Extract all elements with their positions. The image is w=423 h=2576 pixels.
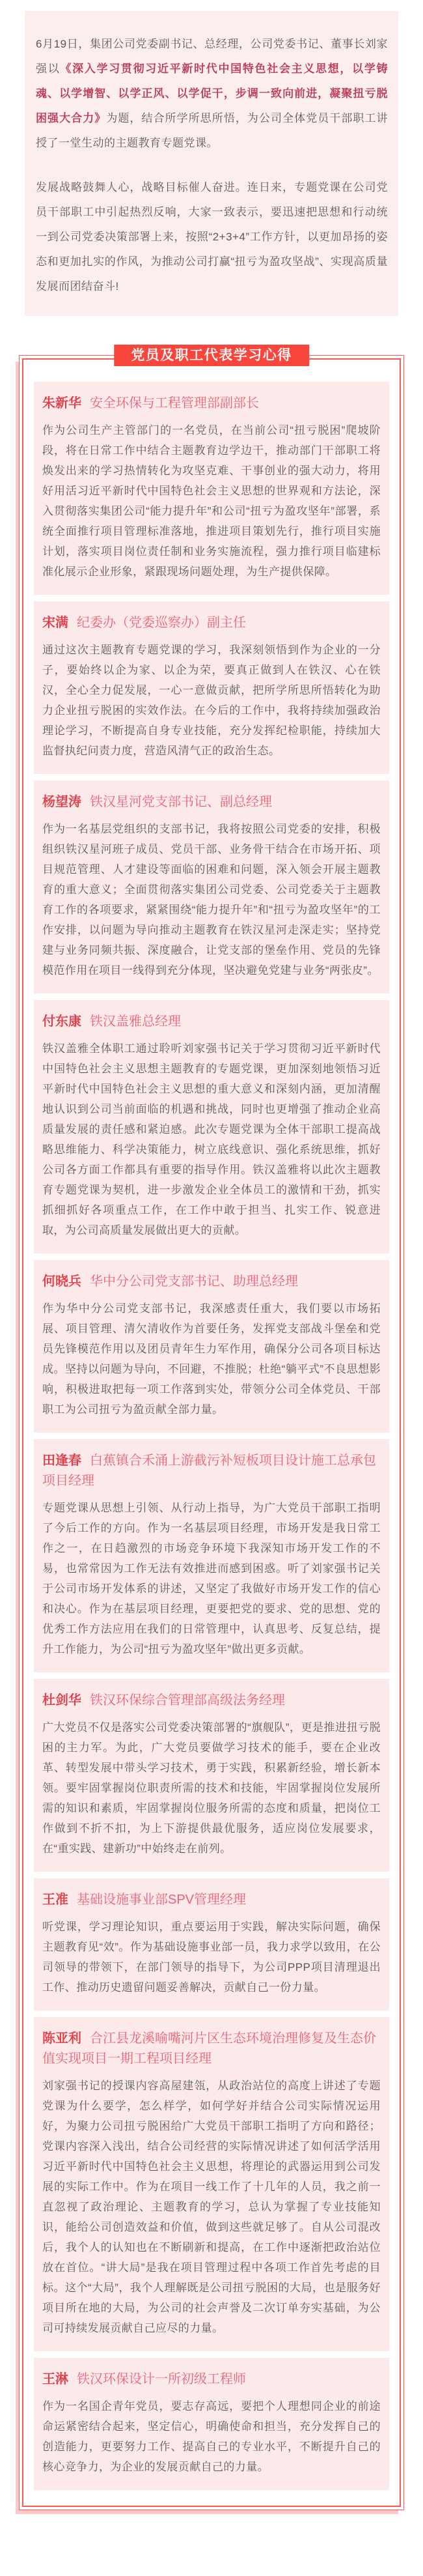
entry-card-yangwangtao [34,780,389,994]
entry-card-tianfengchun [34,1439,389,1672]
entry-title: 基础设施事业部SPV管理经理 [77,1893,247,1907]
entry-card-chenyali [34,2017,389,2351]
entry-card-fudongkang [34,1000,389,1253]
entry-text: 广大党员不仅是落实公司党委决策部署的“旗舰队”，更是推进扭亏脱困的主力军。为此，广大党员要做学习技术的能手，要在企业改革、转型发展中带头学习技术，勇于实践，积累新经验，增长新本领。要牢固掌握岗位职责所需的技术和技能，牢固掌握岗位发展所需的知识和素质，牢固掌握岗位服务所需的态度和质量，把岗位工作做到不折不扣，为上下游提供最优服务，适应岗位发展要求，在“重实践、建新功”中始终走在前列。 [42,1721,381,1855]
entry-name: 朱新华 [42,396,81,410]
entry-name: 何晓兵 [42,1274,81,1289]
entry-text: 听党课，学习理论知识，重点要运用于实践，解决实际问题，确保主题教育见“效”。作为基础设施事业部一员，我力求学以致用，在公司领导的带领下，在部门领导的指导下，为公司PPP项目清理退出工作、推动历史遗留问题妥善解决，贡献自己一份力量。 [42,1921,381,1994]
entry-title: 华中分公司党支部书记、助理总经理 [90,1274,298,1289]
intro-paragraph-1 [36,32,388,156]
entry-text: 作为公司生产主管部门的一名党员，在当前公司“扭亏脱困”爬坡阶段，将在日常工作中结合主题教育边学边干，推动部门干部职工将焕发出来的学习热情转化为攻坚克难、干事创业的强大动力，将用好用活习近平新时代中国特色社会主义思想的世界观和方法论，深入贯彻落实集团公司“能力提升年”和公司“扭亏为盈攻坚年”部署，系统全面推行项目管理标准落地，推进项目策划先行，推行项目实施计划，落实项目岗位责任制和业务实施流程，强力推行项目临建标准化展示企业形象，紧跟现场问题处理，为生产提供保障。 [42,424,381,578]
entry-title: 铁汉盖雅总经理 [90,1014,181,1029]
entry-title: 铁汉环保设计一所初级工程师 [77,2372,246,2386]
entry-head [42,394,381,414]
entry-title: 安全环保与工程管理部副部长 [90,396,259,410]
article-page [0,11,423,2536]
entry-card-dujianhua [34,1679,389,1872]
section-frame-inner [22,358,401,2507]
entry-text: 铁汉盖雅全体职工通过聆听刘家强书记关于学习贯彻习近平新时代中国特色社会主义思想主题教育的专题党课，更加深刻地领悟习近平新时代中国特色社会主义思想的重大意义和深刻内涵，更加清醒地认识到公司当前面临的机遇和挑战，同时也更增强了推动企业高质量发展的责任感和紧迫感。此次专题党课为全体干部职工提高战略思维能力、科学决策能力，树立底线意识、强化系统思维，抓好公司各方面工作都具有重要的指导作用。铁汉盖雅将以此次主题教育专题党课为契机，进一步激发企业全体员工的激情和干劲，抓实抓细抓好各项重点工作，在工作中敢于担当、扎实工作、锐意进取，为公司高质量发展做出更大的贡献。 [42,1042,381,1237]
entry-card-wangzhun [34,1878,389,2011]
entry-head [42,1272,381,1292]
section-frame [19,355,404,2510]
entry-head [42,613,381,633]
entry-head [42,1451,381,1491]
entry-card-zhuxinhua [34,382,389,595]
learning-notes-section [19,348,404,2510]
entry-name: 杜剑华 [42,1693,81,1708]
entry-text: 刘家强书记的授课内容高屋建瓴，从政治站位的高度上讲述了专题党课为什么要学，怎么样学，如何学好并结合公司实际情况运用好，为聚力公司扭亏脱困给广大党员干部职工指明了方向和路径；党课内容深入浅出，结合公司经营的实际情况讲述了如何活学活用习近平新时代中国特色社会主义思想，将理论的武器运用到公司发展的实际工作中。作为在项目一线工作了十几年的人员，我之前一直忽视了政治理论、主题教育的学习，总认为掌握了专业技能知识，能给公司创造效益和价值，做到这些就足够了。自从公司混改后，我个人的认知也在不断刷新和提高，在工作中逐渐把政治站位放在首位。“讲大局”是我在项目管理过程中各项工作首先考虑的目标。这个“大局”，我个人理解既是公司扭亏脱困的大局，也是服务好项目所在地的大局，为公司的社会声誉及二次订单夯实基础，为公司可持续发展贡献自己应尽的力量。 [42,2080,381,2334]
entry-head [42,792,381,812]
intro-p1-before: 6月19日，集团公司党委副书记、总经理，公司党委书记、董事长刘家强以 [36,38,388,75]
section-banner: 党员及职工代表学习心得 [114,345,309,366]
intro-paragraph-2: 发展战略鼓舞人心，战略目标催人奋进。连日来，专题党课在公司党员干部职工中引起热烈反响，大家一致表示，要迅速把思想和行动统一到公司党委决策部署上来，按照“2+3+4”工作方针，以更加昂扬的姿态和更加扎实的作风，为推动公司打赢“扭亏为盈攻坚战”、实现高质量发展而团结奋斗! [36,181,388,293]
entry-card-songman [34,601,389,774]
entry-name: 王准 [42,1893,68,1907]
entry-text: 通过这次主题教育专题党课的学习，我深刻领悟到作为企业的一分子，要始终以企为家、以企为荣，要真正做到人在铁汉、心在铁汉，全心全力促发展，一心一意做贡献，把所学所思所悟转化为助力企业扭亏脱困的实效作法。在今后的工作中，我将持续加强政治理论学习，不断提高自身专业技能，充分发挥纪检职能，持续加大监督执纪问责力度，营造风清气正的政治生态。 [42,644,381,757]
entry-name: 杨望涛 [42,795,81,809]
entry-head [42,2369,381,2390]
intro-p1-after: 为题，结合所学所思所悟，为公司全体党员干部职工讲授了一堂生动的主题教育专题党课。 [36,112,389,149]
intro-p1-highlight: 《深入学习贯彻习近平新时代中国特色社会主义思想，以学铸魂、以学增智、以学正风、以学促干，步调一致向前进，凝聚扭亏脱困强大合力》 [36,63,389,124]
entry-text: 作为一名基层党组织的支部书记，我将按照公司党委的安排，积极组织铁汉星河班子成员、党员干部、业务骨干结合在市场开拓、项目规范管理、人才建设等面临的困难和问题，深入领会开展主题教育的重大意义；全面贯彻落实集团公司党委、公司党委关于主题教育工作的各项要求，紧紧围绕“能力提升年”和“扭亏为盈攻坚年”的工作安排，以问题为导向推动主题教育在铁汉星河走深走实；坚持党建与业务同频共振、深度融合，让党支部的堡垒作用、党员的先锋模范作用在项目一线得到充分体现，坚决避免党建与业务“两张皮”。 [42,823,381,977]
entry-card-wanglin [34,2358,389,2490]
entry-name: 王淋 [42,2372,68,2386]
intro-panel [25,11,398,316]
entry-title: 铁汉环保综合管理部高级法务经理 [90,1693,285,1708]
entry-text: 专题党课从思想上引领、从行动上指导，为广大党员干部职工指明了今后工作的方向。作为一名基层项目经理，市场开发是我日常工作之一，在日趋激烈的市场竞争环境下我深知市场开发工作的不易，也常常因为工作无法有效推进而感到困惑。听了刘家强书记关于公司市场开发体系的讲述，又坚定了我做好市场开发工作的信心和决心。作为在基层项目经理，更要把党的要求、党的思想、党的优秀工作方法应用在我们的日常管理中，认真思考、反复总结，提升工作能力，为公司“扭亏为盈攻坚年”做出更多贡献。 [42,1502,381,1655]
entry-name: 付东康 [42,1014,81,1029]
entry-text: 作为华中分公司党支部书记，我深感责任重大，我们要以市场拓展、项目管理、清欠清收作为首要任务，发挥党支部战斗堡垒和党员先锋模范作用以及团员青年生力军作用，确保分公司各项目标达成。坚持以问题为导向，不回避，不推脱；杜绝“躺平式”不良思想影响，积极进取把每一项工作落到实处，带领分公司全体党员、干部职工为公司扭亏为盈贡献全部力量。 [42,1302,381,1416]
entry-name: 陈亚利 [42,2031,81,2046]
entry-card-hexiaobing [34,1260,389,1433]
entry-head [42,2029,381,2069]
entry-name: 田逢春 [42,1453,81,1468]
entry-title: 铁汉星河党支部书记、副总经理 [90,795,272,809]
entry-head [42,1890,381,1910]
entry-title: 白蕉镇合禾涌上游截污补短板项目设计施工总承包项目经理 [42,1453,376,1488]
entry-text: 作为一名国企青年党员，要志存高远，要把个人理想同企业的前途命运紧密结合起来，坚定信心，明确使命和担当，充分发挥自己的创造能力，更要努力工作、提高自己的专业水平，不断提升自己的核心竞争力，为企业的发展贡献自己的力量。 [42,2400,381,2473]
entry-name: 宋满 [42,616,68,630]
entry-title: 合江县龙溪喻嘴河片区生态环境治理修复及生态价值实现项目一期工程项目经理 [42,2031,376,2066]
entry-head [42,1012,381,1032]
entry-head [42,1691,381,1711]
entry-title: 纪委办（党委巡察办）副主任 [77,616,246,630]
